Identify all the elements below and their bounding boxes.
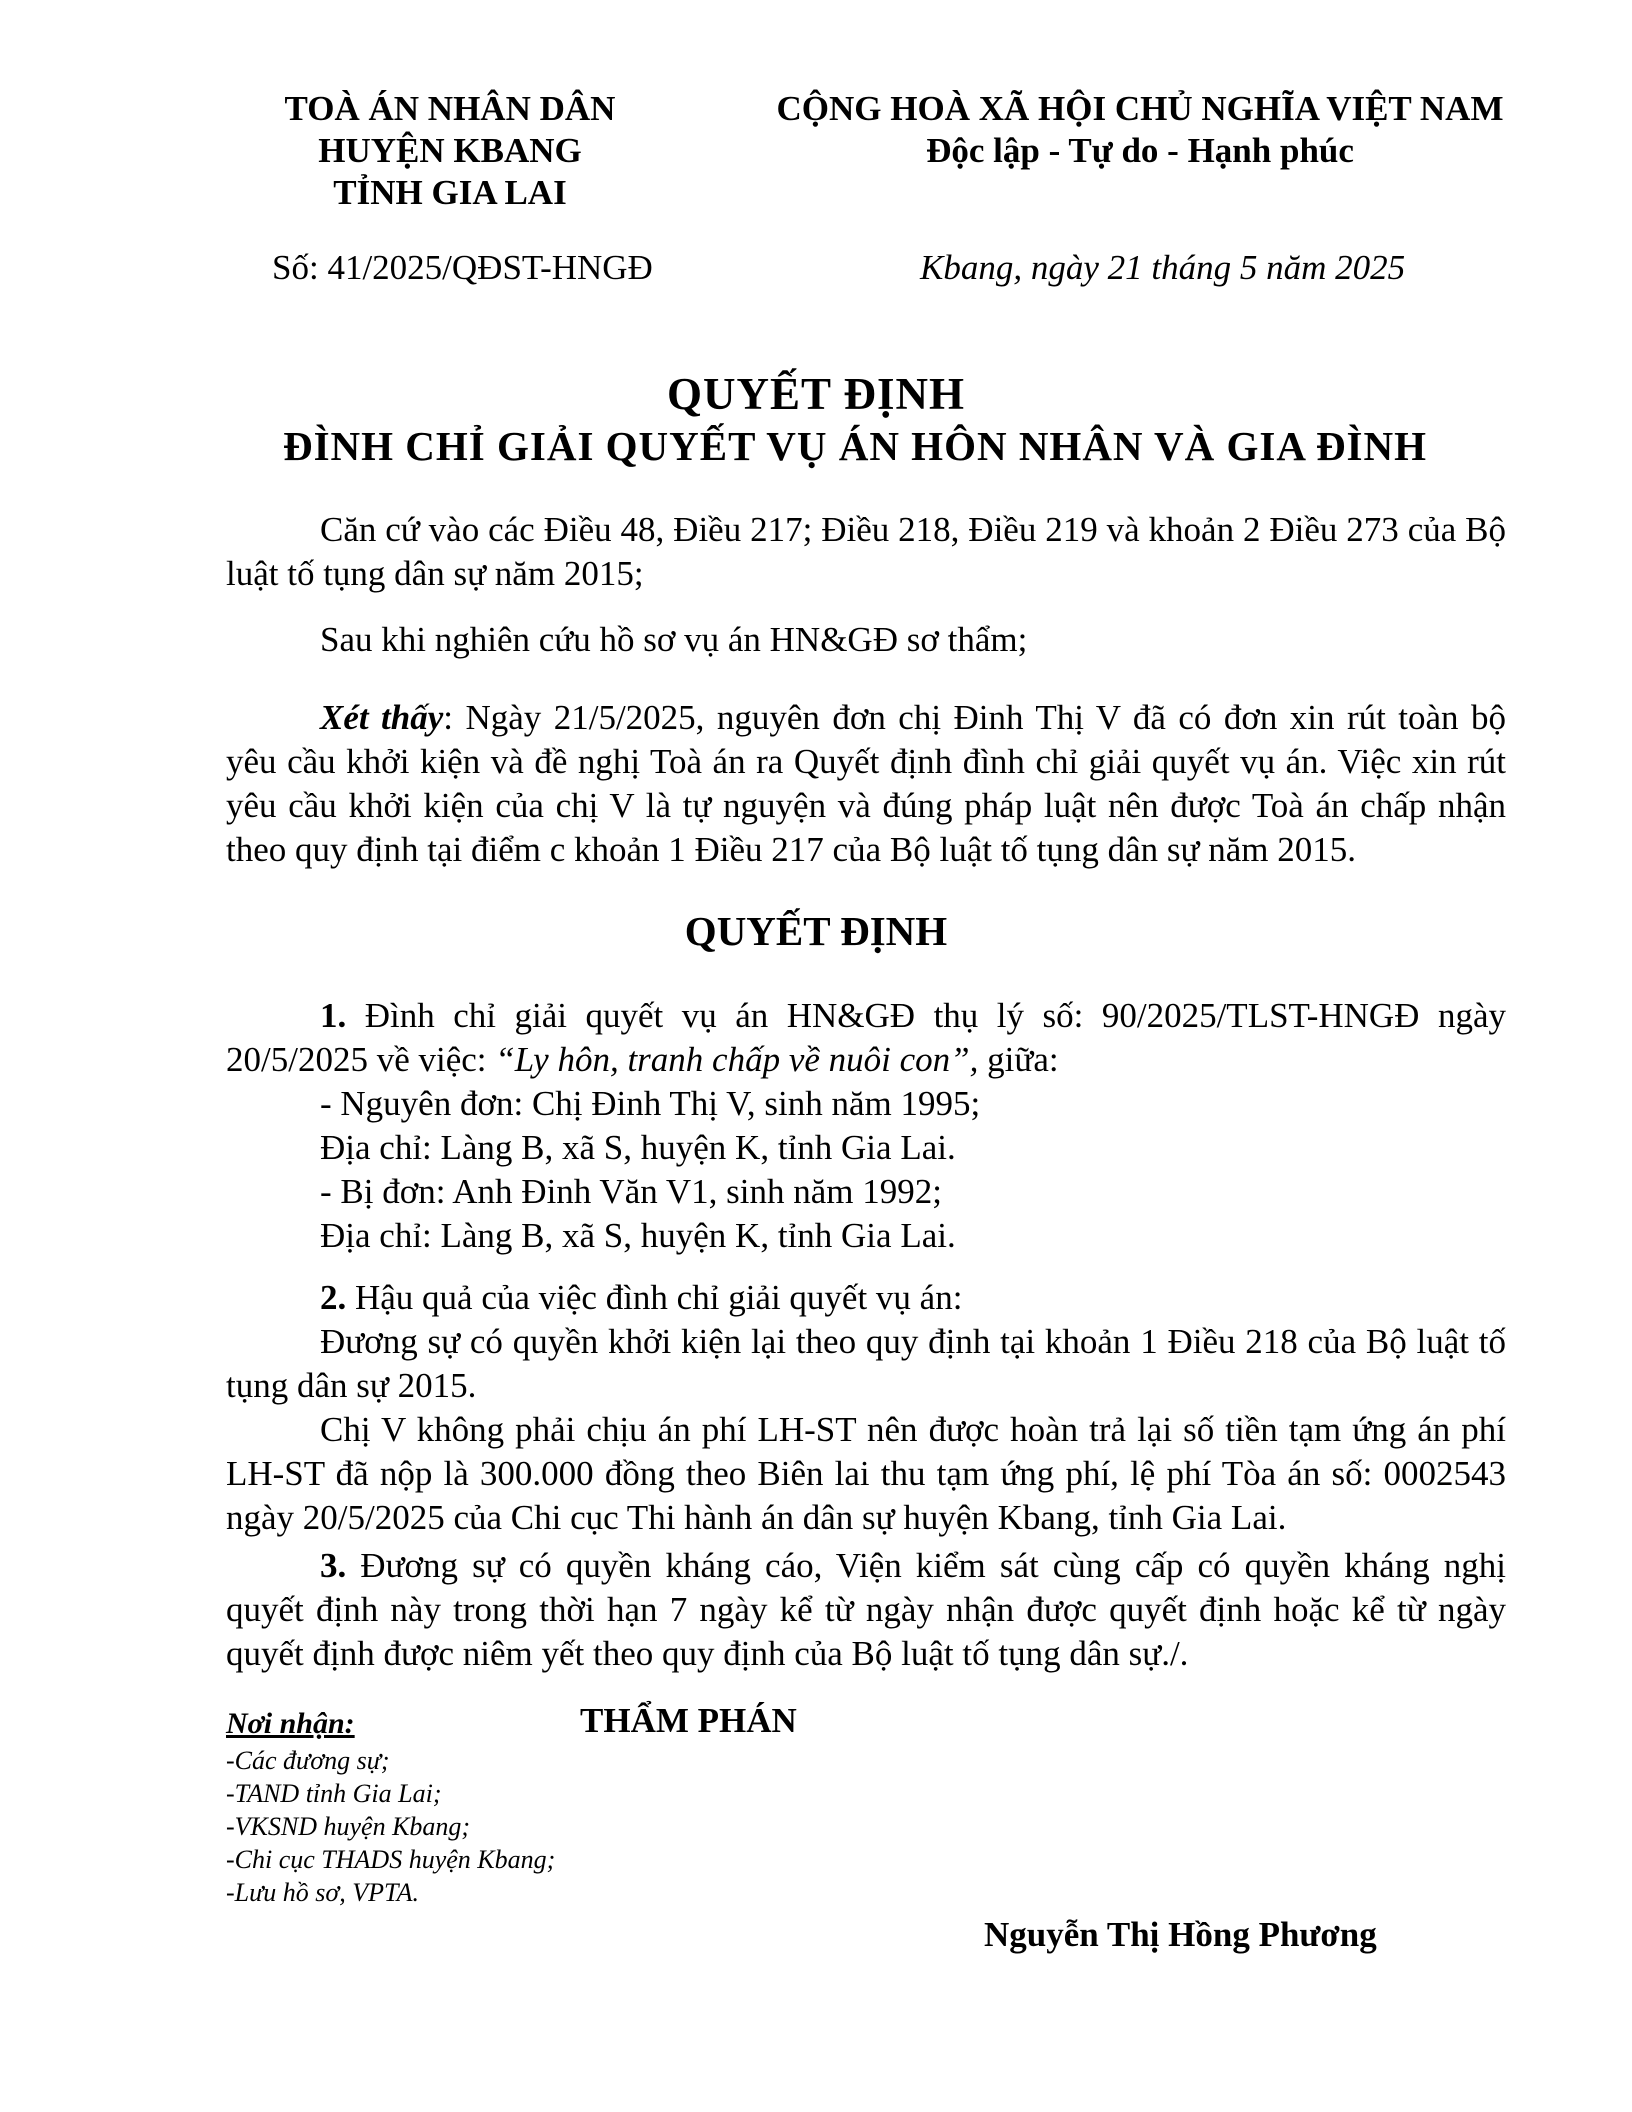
item-2-paragraph-2: Chị V không phải chịu án phí LH-ST nên được hoàn trả lại số tiền tạm ứng án phí LH-ST đã nộp là 300.000 đồng theo Biên lai thu tạm ứng phí, lệ phí Tòa án số: 0002543 ngày 20/5/2025 của Chi cục Thi hành án dân sự huyện Kbang, tỉnh Gia Lai. — [226, 1410, 1506, 1537]
recipient-item: -Chi cục THADS huyện Kbang; — [226, 1845, 556, 1874]
case-name: “Ly hôn, tranh chấp về nuôi con”, — [495, 1040, 979, 1079]
judge-name: Nguyễn Thị Hồng Phương — [984, 1915, 1377, 1954]
recipient-item: -VKSND huyện Kbang; — [226, 1812, 471, 1841]
item-1-number: 1. — [320, 996, 347, 1035]
document-number: Số: 41/2025/QĐST-HNGĐ — [272, 248, 653, 287]
item-1-text-after: giữa: — [978, 1040, 1059, 1079]
recipients-title: Nơi nhận: — [226, 1707, 355, 1740]
plaintiff-address: Địa chỉ: Làng B, xã S, huyện K, tỉnh Gia Lai. — [320, 1128, 956, 1167]
document-title: QUYẾT ĐỊNH — [667, 369, 965, 419]
decision-item-3 — [226, 1544, 1506, 1676]
decision-item-1 — [226, 994, 1506, 1082]
court-line-2: HUYỆN KBANG — [318, 131, 582, 170]
judge-title: THẨM PHÁN — [580, 1701, 797, 1740]
item-1-text: Đình chỉ giải quyết vụ án HN&GĐ thụ lý số: 90/2025/TLST-HNGĐ ngày 20/5/2025 về việc: — [226, 996, 1506, 1079]
recipients-list — [226, 1744, 555, 1909]
item-3-text: Đương sự có quyền kháng cáo, Viện kiểm sát cùng cấp có quyền kháng nghị quyết định này trong thời hạn 7 ngày kể từ ngày nhận được quyết định hoặc kể từ ngày quyết định được niêm yết theo quy định của Bộ luật tố tụng dân sự./. — [226, 1546, 1506, 1673]
legal-basis: Căn cứ vào các Điều 48, Điều 217; Điều 218, Điều 219 và khoản 2 Điều 273 của Bộ luật tố tụng dân sự năm 2015; — [226, 510, 1506, 593]
nation-title: CỘNG HOÀ XÃ HỘI CHỦ NGHĨA VIỆT NAM — [776, 89, 1504, 128]
decision-item-2-heading — [320, 1276, 962, 1320]
motto: Độc lập - Tự do - Hạnh phúc — [926, 131, 1354, 170]
item-2-heading-text: Hậu quả của việc đình chỉ giải quyết vụ án: — [346, 1278, 963, 1317]
item-2-number: 2. — [320, 1278, 347, 1317]
consideration-label: Xét thấy — [320, 698, 444, 737]
recipient-item: -Lưu hồ sơ, VPTA. — [226, 1878, 419, 1907]
court-name — [200, 88, 700, 214]
item-3-number: 3. — [320, 1546, 347, 1585]
defendant-address: Địa chỉ: Làng B, xã S, huyện K, tỉnh Gia Lai. — [320, 1216, 956, 1255]
date-line: Kbang, ngày 21 tháng 5 năm 2025 — [920, 248, 1406, 287]
recipient-item: -Các đương sự; — [226, 1746, 390, 1775]
consideration-text: : Ngày 21/5/2025, nguyên đơn chị Đinh Thị V đã có đơn xin rút toàn bộ yêu cầu khởi kiện và đề nghị Toà án ra Quyết định đình chỉ giải quyết vụ án. Việc xin rút yêu cầu khởi kiện của chị V là tự nguyện và đúng pháp luật nên được Toà án chấp nhận theo quy định tại điểm c khoản 1 Điều 217 của Bộ luật tố tụng dân sự năm 2015. — [226, 698, 1506, 869]
plaintiff: - Nguyên đơn: Chị Đinh Thị V, sinh năm 1995; — [320, 1084, 981, 1123]
defendant: - Bị đơn: Anh Đinh Văn V1, sinh năm 1992; — [320, 1172, 942, 1211]
court-line-3: TỈNH GIA LAI — [333, 173, 567, 212]
consideration-paragraph — [226, 696, 1506, 872]
document-subtitle: ĐÌNH CHỈ GIẢI QUYẾT VỤ ÁN HÔN NHÂN VÀ GIA ĐÌNH — [282, 423, 1428, 469]
recipient-item: -TAND tỉnh Gia Lai; — [226, 1779, 442, 1808]
court-line-1: TOÀ ÁN NHÂN DÂN — [284, 89, 616, 128]
item-2-paragraph-1: Đương sự có quyền khởi kiện lại theo quy định tại khoản 1 Điều 218 của Bộ luật tố tụng dân sự 2015. — [226, 1322, 1506, 1405]
decision-heading: QUYẾT ĐỊNH — [684, 908, 948, 954]
national-header — [760, 88, 1520, 172]
review-statement: Sau khi nghiên cứu hồ sơ vụ án HN&GĐ sơ thẩm; — [320, 620, 1028, 659]
